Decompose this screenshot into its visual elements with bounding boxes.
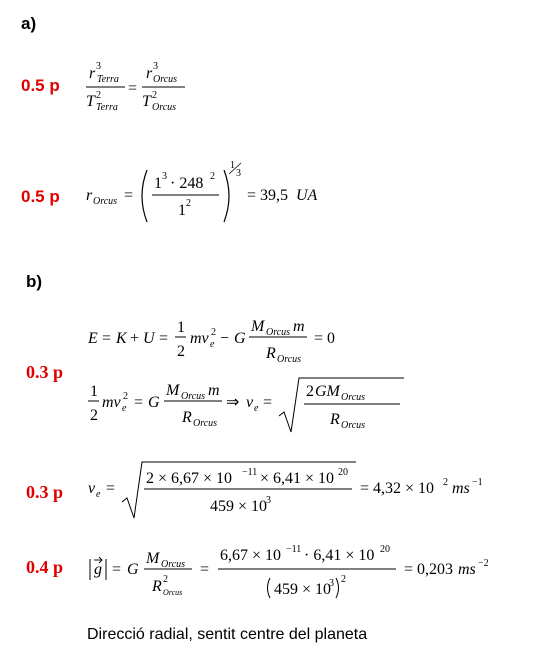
svg-text:−11: −11	[242, 467, 258, 478]
equation-gravity	[86, 536, 516, 608]
svg-text:=: =	[128, 80, 138, 97]
svg-text:2: 2	[186, 198, 191, 209]
svg-text:2 × 6,67 × 10: 2 × 6,67 × 10	[146, 470, 233, 487]
svg-text:M: M	[166, 382, 180, 399]
svg-text:+: +	[130, 330, 140, 347]
svg-text:−11: −11	[286, 544, 302, 555]
svg-text:−: −	[220, 330, 230, 347]
svg-text:2: 2	[177, 343, 185, 360]
svg-text:−1: −1	[472, 477, 483, 488]
svg-text:Orcus: Orcus	[153, 74, 178, 85]
svg-text:· 6,41 × 10: · 6,41 × 10	[304, 547, 375, 564]
section-b-label: b)	[26, 272, 43, 291]
equation-kepler-law	[84, 58, 194, 114]
svg-text:ms: ms	[458, 561, 476, 578]
svg-text:Terra: Terra	[97, 74, 119, 85]
svg-text:R: R	[330, 411, 340, 428]
svg-text:1: 1	[230, 160, 235, 171]
svg-text:× 6,41 × 10: × 6,41 × 10	[260, 470, 335, 487]
points-label: 0.3 p	[26, 482, 64, 502]
points-label: 0.3 p	[26, 362, 64, 382]
svg-text:GM: GM	[315, 383, 340, 400]
svg-text:6,67 × 10: 6,67 × 10	[220, 547, 282, 564]
svg-text:R: R	[152, 578, 162, 595]
svg-text:Orcus: Orcus	[93, 196, 118, 207]
svg-text:E: E	[88, 330, 98, 347]
svg-text:r: r	[86, 187, 93, 204]
svg-text:3: 3	[96, 61, 101, 72]
svg-text:2: 2	[152, 90, 157, 101]
svg-text:e: e	[254, 403, 259, 414]
svg-text:2: 2	[341, 574, 346, 585]
svg-text:R: R	[182, 409, 192, 426]
svg-text:· 248: · 248	[170, 175, 204, 192]
svg-text:mv: mv	[102, 394, 121, 411]
svg-text:r: r	[146, 65, 153, 82]
svg-text:⇒: ⇒	[226, 394, 240, 411]
svg-text:=: =	[263, 394, 273, 411]
svg-text:2: 2	[443, 477, 448, 488]
svg-text:2: 2	[123, 391, 128, 402]
svg-text:=: =	[102, 330, 112, 347]
direction-note: Direcció radial, sentit centre del planeta	[87, 626, 368, 643]
svg-text:T: T	[86, 93, 95, 110]
svg-text:Orcus: Orcus	[161, 559, 186, 570]
svg-text:2: 2	[163, 574, 168, 585]
svg-text:G: G	[234, 330, 246, 347]
svg-text:2: 2	[211, 327, 216, 338]
section-a-label: a)	[21, 14, 37, 33]
svg-text:R: R	[266, 345, 276, 362]
svg-text:T: T	[142, 93, 151, 110]
svg-text:3: 3	[236, 168, 241, 179]
svg-text:Orcus: Orcus	[266, 327, 291, 338]
equation-escape-velocity-value	[86, 456, 506, 522]
svg-text:=: =	[159, 330, 169, 347]
svg-text:1: 1	[177, 319, 185, 336]
svg-text:20: 20	[338, 467, 348, 478]
svg-text:= 0: = 0	[314, 330, 336, 347]
svg-text:Orcus: Orcus	[277, 354, 302, 365]
svg-text:Orcus: Orcus	[181, 391, 206, 402]
svg-text:Orcus: Orcus	[152, 102, 177, 113]
svg-text:−2: −2	[478, 558, 489, 569]
svg-text:2: 2	[90, 407, 98, 424]
svg-text:= 4,32 × 10: = 4,32 × 10	[360, 480, 435, 497]
svg-text:1: 1	[154, 175, 162, 192]
svg-text:Orcus: Orcus	[341, 392, 366, 403]
svg-text:3: 3	[266, 495, 271, 506]
svg-text:=: =	[134, 394, 144, 411]
svg-text:Terra: Terra	[96, 102, 118, 113]
svg-text:K: K	[116, 330, 127, 347]
svg-text:v: v	[88, 480, 96, 497]
equation-r-orcus	[84, 158, 344, 230]
svg-text:M: M	[146, 550, 160, 567]
svg-text:459 × 10: 459 × 10	[274, 581, 332, 598]
svg-text:g: g	[94, 561, 102, 578]
svg-text:v: v	[246, 394, 254, 411]
svg-text:3: 3	[329, 578, 334, 589]
svg-text:459 × 10: 459 × 10	[210, 498, 268, 515]
svg-text:M: M	[251, 318, 265, 335]
points-label: 0.4 p	[26, 557, 64, 577]
svg-text:U: U	[143, 330, 155, 347]
svg-text:Orcus: Orcus	[163, 588, 183, 597]
svg-text:ms: ms	[452, 480, 470, 497]
svg-text:G: G	[127, 561, 139, 578]
svg-text:e: e	[210, 339, 215, 350]
points-label: 0.5 p	[21, 187, 60, 206]
svg-text:=: =	[112, 561, 122, 578]
svg-text:20: 20	[380, 544, 390, 555]
svg-text:G: G	[148, 394, 160, 411]
svg-text:e: e	[122, 403, 127, 414]
svg-text:UA: UA	[296, 187, 318, 204]
svg-text:= 0,203: = 0,203	[404, 561, 454, 578]
svg-text:m: m	[208, 382, 220, 399]
svg-text:= 39,5: = 39,5	[247, 187, 289, 204]
svg-text:3: 3	[153, 61, 158, 72]
svg-text:mv: mv	[190, 330, 209, 347]
svg-text:2: 2	[210, 171, 215, 182]
svg-text:2: 2	[306, 383, 314, 400]
equation-energy	[86, 312, 396, 370]
svg-text:2: 2	[96, 90, 101, 101]
svg-text:1: 1	[90, 383, 98, 400]
equation-escape-velocity	[86, 372, 416, 438]
svg-text:e: e	[96, 489, 101, 500]
svg-text:=: =	[200, 561, 210, 578]
svg-text:Orcus: Orcus	[193, 418, 218, 429]
svg-text:r: r	[89, 65, 96, 82]
svg-text:Orcus: Orcus	[341, 420, 366, 431]
points-label: 0.5 p	[21, 76, 60, 95]
svg-text:m: m	[293, 318, 305, 335]
svg-text:1: 1	[178, 202, 186, 219]
svg-text:3: 3	[162, 171, 167, 182]
svg-text:=: =	[106, 480, 116, 497]
svg-text:=: =	[124, 187, 134, 204]
